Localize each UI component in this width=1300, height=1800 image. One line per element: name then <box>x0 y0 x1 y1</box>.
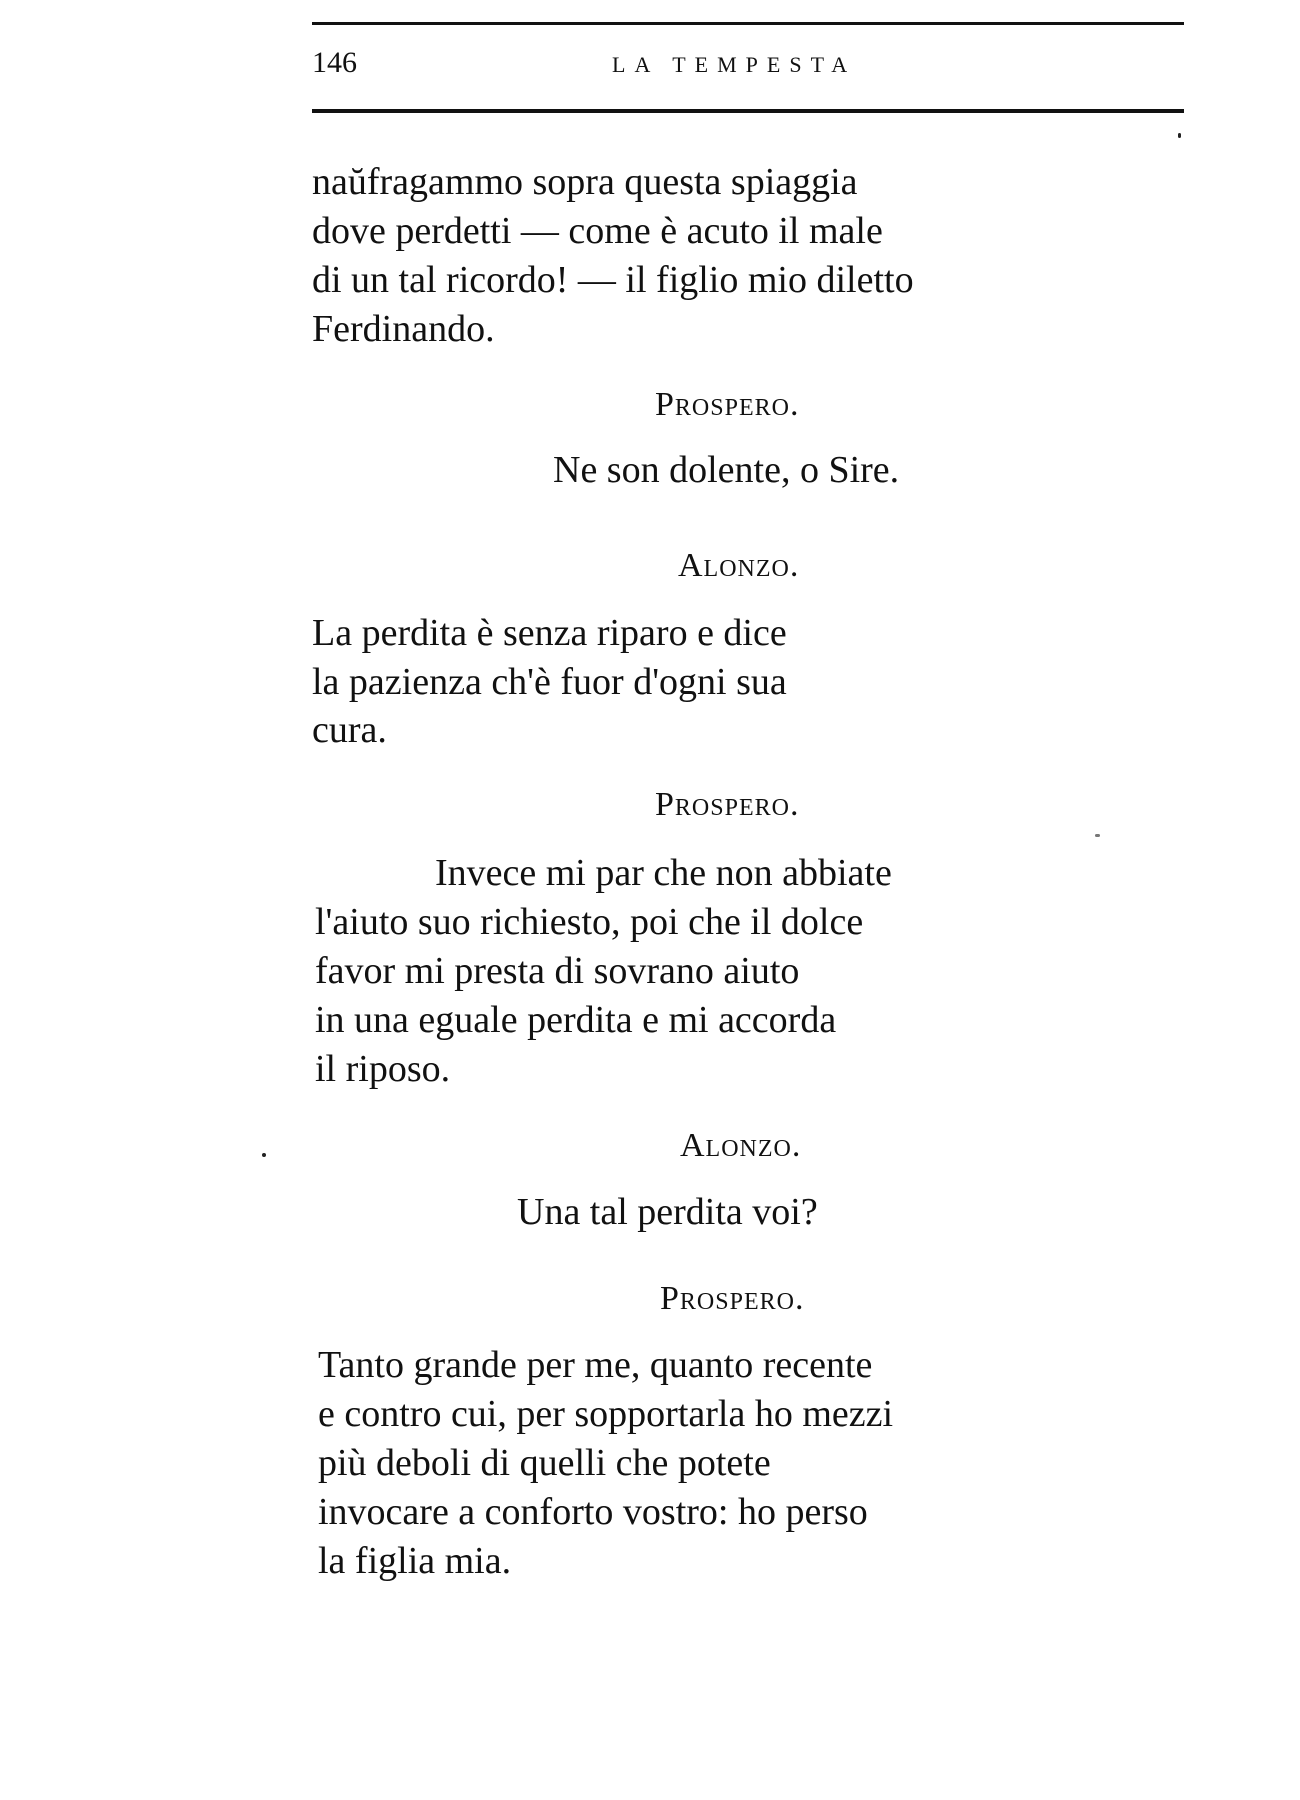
verse-line: Tanto grande per me, quanto recente <box>318 1344 873 1386</box>
verse-line: in una eguale perdita e mi accorda <box>315 999 837 1041</box>
verse-line: Ferdinando. <box>312 308 495 350</box>
ink-speck <box>262 1153 266 1157</box>
verse-line: Una tal perdita voi? <box>517 1191 818 1233</box>
running-title: LA TEMPESTA <box>612 52 857 77</box>
page-number: 146 <box>312 46 357 79</box>
verse-line: Ne son dolente, o Sire. <box>553 449 900 491</box>
speaker-name: Prospero. <box>660 1280 805 1317</box>
verse-line: cura. <box>312 709 387 751</box>
verse-line: il riposo. <box>315 1048 451 1090</box>
verse-line: la pazienza ch'è fuor d'ogni sua <box>312 661 787 703</box>
verse-line: di un tal ricordo! — il figlio mio diletto <box>312 259 914 301</box>
speaker-name: Prospero. <box>655 386 800 423</box>
verse-line: invocare a conforto vostro: ho perso <box>318 1491 868 1533</box>
ink-speck <box>1095 834 1100 837</box>
header-top-rule <box>312 22 1184 25</box>
ink-speck <box>1178 133 1181 138</box>
header-bottom-rule <box>312 109 1184 113</box>
verse-line: la figlia mia. <box>318 1540 512 1582</box>
verse-line: più deboli di quelli che potete <box>318 1442 771 1484</box>
verse-line: Invece mi par che non abbiate <box>435 852 892 894</box>
verse-line: La perdita è senza riparo e dice <box>312 612 787 654</box>
verse-line: dove perdetti — come è acuto il male <box>312 210 883 252</box>
speaker-name: Alonzo. <box>678 547 800 584</box>
verse-line: favor mi presta di sovrano aiuto <box>315 950 800 992</box>
speaker-name: Alonzo. <box>680 1127 802 1164</box>
verse-line: e contro cui, per sopportarla ho mezzi <box>318 1393 894 1435</box>
speaker-name: Prospero. <box>655 786 800 823</box>
verse-line: l'aiuto suo richiesto, poi che il dolce <box>315 901 864 943</box>
verse-line: naŭfragammo sopra questa spiaggia <box>312 161 858 203</box>
